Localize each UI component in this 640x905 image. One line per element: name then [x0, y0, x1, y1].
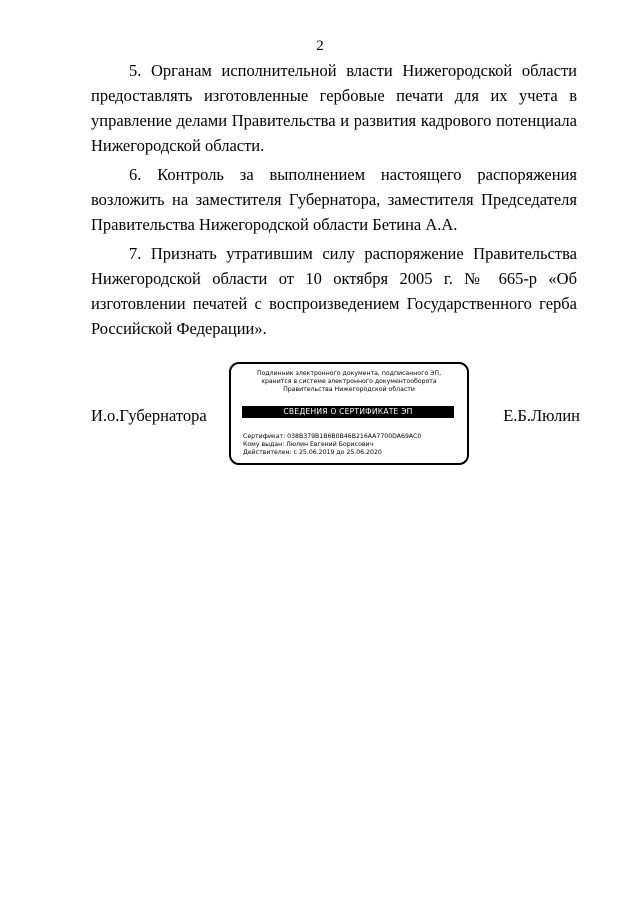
stamp-header-line: хранится в системе электронного документооборота — [261, 378, 437, 385]
stamp-header-line: Подлинник электронного документа, подписанного ЭП, — [256, 370, 442, 377]
certificate-details — [243, 433, 458, 457]
paragraph-7: 7. Признать утратившим силу распоряжение Правительства Нижегородской области от 10 октября 2005 г. № 665-р «Об изготовлении печатей с воспроизведением Государственного герба Российской Федерации». — [91, 244, 577, 338]
certificate-owner: Кому выдан: Люлин Евгений Борисович — [243, 441, 374, 448]
paragraph-6: 6. Контроль за выполнением настоящего распоряжения возложить на заместителя Губернатора, заместителя Председателя Правительства Нижегородской области Бетина А.А. — [91, 165, 577, 234]
page-number: 2 — [316, 38, 324, 54]
certificate-serial: Сертификат: 038B379B1B6B0B46B216AA7700DA69AC0 — [243, 433, 422, 440]
signatory-role: И.о.Губернатора — [91, 406, 207, 425]
paragraph-5: 5. Органам исполнительной власти Нижегородской области предоставлять изготовленные гербовые печати для их учета в управление делами Правительства и развития кадрового потенциала Нижегородской области. — [91, 61, 577, 155]
stamp-header — [231, 370, 467, 394]
signatory-name: Е.Б.Люлин — [503, 406, 580, 425]
certificate-info-bar: СВЕДЕНИЯ О СЕРТИФИКАТЕ ЭП — [242, 406, 454, 418]
stamp-header-line: Правительства Нижегородской области — [283, 386, 415, 393]
document-body — [91, 58, 577, 345]
electronic-signature-stamp — [229, 362, 469, 465]
certificate-validity: Действителен: с 25.06.2019 до 25.06.2020 — [243, 449, 382, 456]
